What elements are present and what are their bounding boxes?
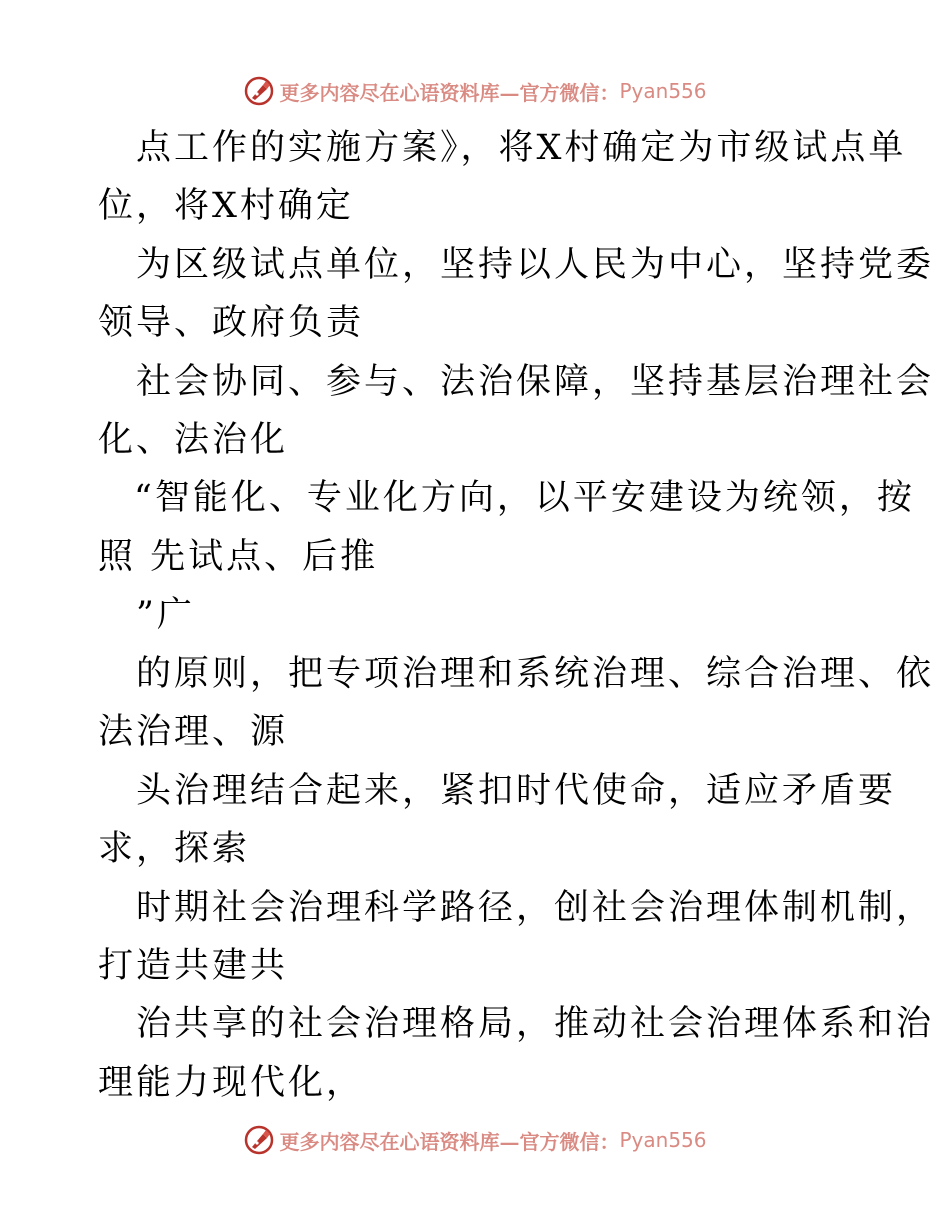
footer-site-text: 更多内容尽在心语资料库—官方微信：	[279, 1129, 620, 1154]
header-wechat-id: Pyan556	[619, 79, 707, 103]
header-site-text: 更多内容尽在心语资料库—官方微信：	[279, 80, 620, 105]
text-line: 为区级试点单位，坚持以人民为中心，坚持党委	[136, 245, 935, 285]
text-line: 法治理、源	[98, 712, 289, 752]
text-line: 头治理结合起来，紧扣时代使命，适应矛盾要	[136, 771, 897, 811]
text-line: 的原则，把专项治理和系统治理、综合治理、依	[136, 654, 935, 694]
text-line: 社会协同、参与、法治保障，坚持基层治理社会	[136, 362, 935, 402]
text-line: “智能化、专业化方向，以平安建设为统领，按	[134, 478, 915, 518]
text-line: 领导、政府负责	[98, 303, 365, 343]
text-line: ”广	[136, 595, 195, 635]
footer-banner	[0, 1120, 950, 1160]
text-line: 位，将X村确定	[98, 186, 354, 226]
pen-nib-logo-icon	[243, 1124, 275, 1156]
text-line: 打造共建共	[98, 946, 289, 986]
text-line: 照 先试点、后推	[98, 537, 379, 577]
footer-wechat-id: Pyan556	[619, 1128, 707, 1152]
pen-nib-logo-icon	[243, 75, 275, 107]
text-line: 理能力现代化，	[98, 1063, 365, 1103]
text-line: 时期社会治理科学路径，创社会治理体制机制，	[136, 888, 935, 928]
text-line: 求，探索	[98, 829, 251, 869]
text-line: 化、法治化	[98, 420, 289, 460]
text-line: 点工作的实施方案》，将X村确定为市级试点单	[136, 128, 907, 168]
header-banner	[0, 71, 950, 111]
text-line: 治共享的社会治理格局，推动社会治理体系和治	[136, 1004, 935, 1044]
